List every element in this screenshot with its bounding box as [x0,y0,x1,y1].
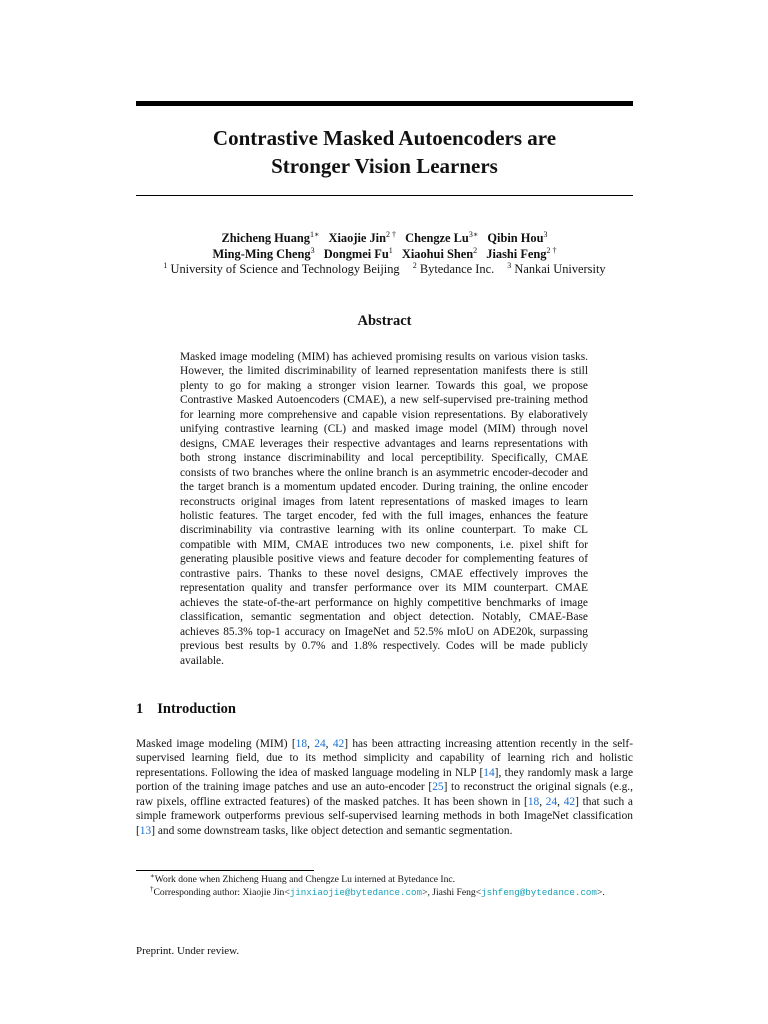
citation-link[interactable]: 18 [295,738,308,750]
author-name: Ming-Ming Cheng$^3$ [212,245,315,261]
paper-title [136,124,633,180]
citation-link[interactable]: 42 [563,795,576,808]
email-link[interactable]: jinxiaojie@bytedance.com [289,886,423,898]
title-top-rule [136,101,633,106]
citation-link[interactable]: 18 [527,795,540,808]
author-name: Dongmei Fu$^1$ [323,245,393,261]
author-name: Chengze $Lu^{3∗}$ [405,230,479,245]
affiliation: $^1$ University of Science and Technology Beijing [163,261,400,276]
author-name: Jiashi Feng$^{2 \dagger}$ [486,245,557,261]
author-name: Zhicheng Huang$^{1∗}$ [221,230,320,245]
affiliation-line [136,262,633,278]
affiliation: $^3$ Nankai University [507,261,606,276]
author-name: Xiaojie Jin$^{2 \dagger}$ [328,230,397,245]
title-bottom-rule [136,195,633,196]
citation-link[interactable]: 24 [314,738,326,750]
citation-link[interactable]: 13 [139,824,152,837]
email-link[interactable]: jshfeng@bytedance.com [481,886,597,898]
citation-link[interactable]: 24 [545,795,558,808]
author-name: Qibin Hou$^3$ [487,230,548,245]
intro-paragraph: Masked image modeling (MIM) [18, 24, 42] has been attracting increasing attention recently in the self-supervised learning field, due to its method simplicity and capability of learning rich and holistic representations. Following the idea of masked language modeling in NLP [14], they randomly mask a large portion of the training image patches and use an auto-encoder [25] to reconstruct the original signals (e.g., raw pixels, offline extracted features) of the masked patches. It has been shown in [18, 24, 42] that such a simple framework outperforms previous self-supervised learning methods in both ImageNet classification [13] and some downstream tasks, like object detection and semantic segmentation. [136,738,634,837]
title-line-1: Contrastive Masked Autoencoders are [212,126,557,150]
abstract-heading: Abstract [357,313,412,329]
affiliation: $^2$ Bytedance Inc. [412,261,495,276]
author-line-1 [136,231,633,247]
author-line-2 [136,247,633,263]
footnotes [136,874,633,899]
footnote-rule [136,870,314,871]
author-block [136,231,633,278]
preprint-notice: Preprint. Under review. [136,945,240,957]
section-heading [136,701,236,718]
footnote-equal-contribution: ∗Work done when Zhicheng Huang and Chengze Lu interned at Bytedance Inc. [150,872,456,885]
author-name: Xiaohui Shen$^2$ [401,245,478,261]
citation-link[interactable]: 25 [432,781,444,794]
section-title: Introduction [157,701,236,717]
section-number: 1 [136,701,144,717]
citation-link[interactable]: 14 [483,766,495,779]
footnote-corresponding: †Corresponding author: Xiaojie Jin<jinxiaojie@bytedance.com>, Jiashi Feng<jshfeng@bytedance.com>. [150,884,605,898]
title-line-2: Stronger Vision Learners [271,154,498,178]
citation-link[interactable]: 42 [332,738,345,750]
abstract-text: Masked image modeling (MIM) has achieved promising results on various vision tasks. However, the limited discriminability of learned representation manifests there is still plenty to go for making a stronger vision learner. Towards this goal, we propose Contrastive Masked Autoencoders (CMAE), a new self-supervised pre-training method for learning more comprehensive and capable vision representations. By elaboratively unifying contrastive learning (CL) and masked image model (MIM) through novel designs, CMAE leverages their respective advantages and learns representations with both strong instance discriminability and local perceptibility. Specifically, CMAE consists of two branches where the online branch is an asymmetric encoder-decoder and the target branch is a momentum updated encoder. During training, the online encoder reconstructs original images from latent representations of masked images to learn holistic features. The target encoder, fed with the full images, enhances the feature discriminability via contrastive learning with its online counterpart. To make CL compatible with MIM, CMAE introduces two new components, i.e. pixel shift for generating plausible positive views and feature decoder for complementing features of contrastive pairs. Thanks to these novel designs, CMAE effectively improves the representation quality and transfer performance over its MIM counterpart. CMAE achieves the state-of-the-art performance on highly competitive benchmarks of image classification, semantic segmentation and object detection. Notably, CMAE-Base achieves 85.3% top-1 accuracy on ImageNet and 52.5% mIoU on ADE20k, surpassing previous best results by 0.7% and 1.8% respectively. Codes will be made publicly available. [180,351,588,667]
